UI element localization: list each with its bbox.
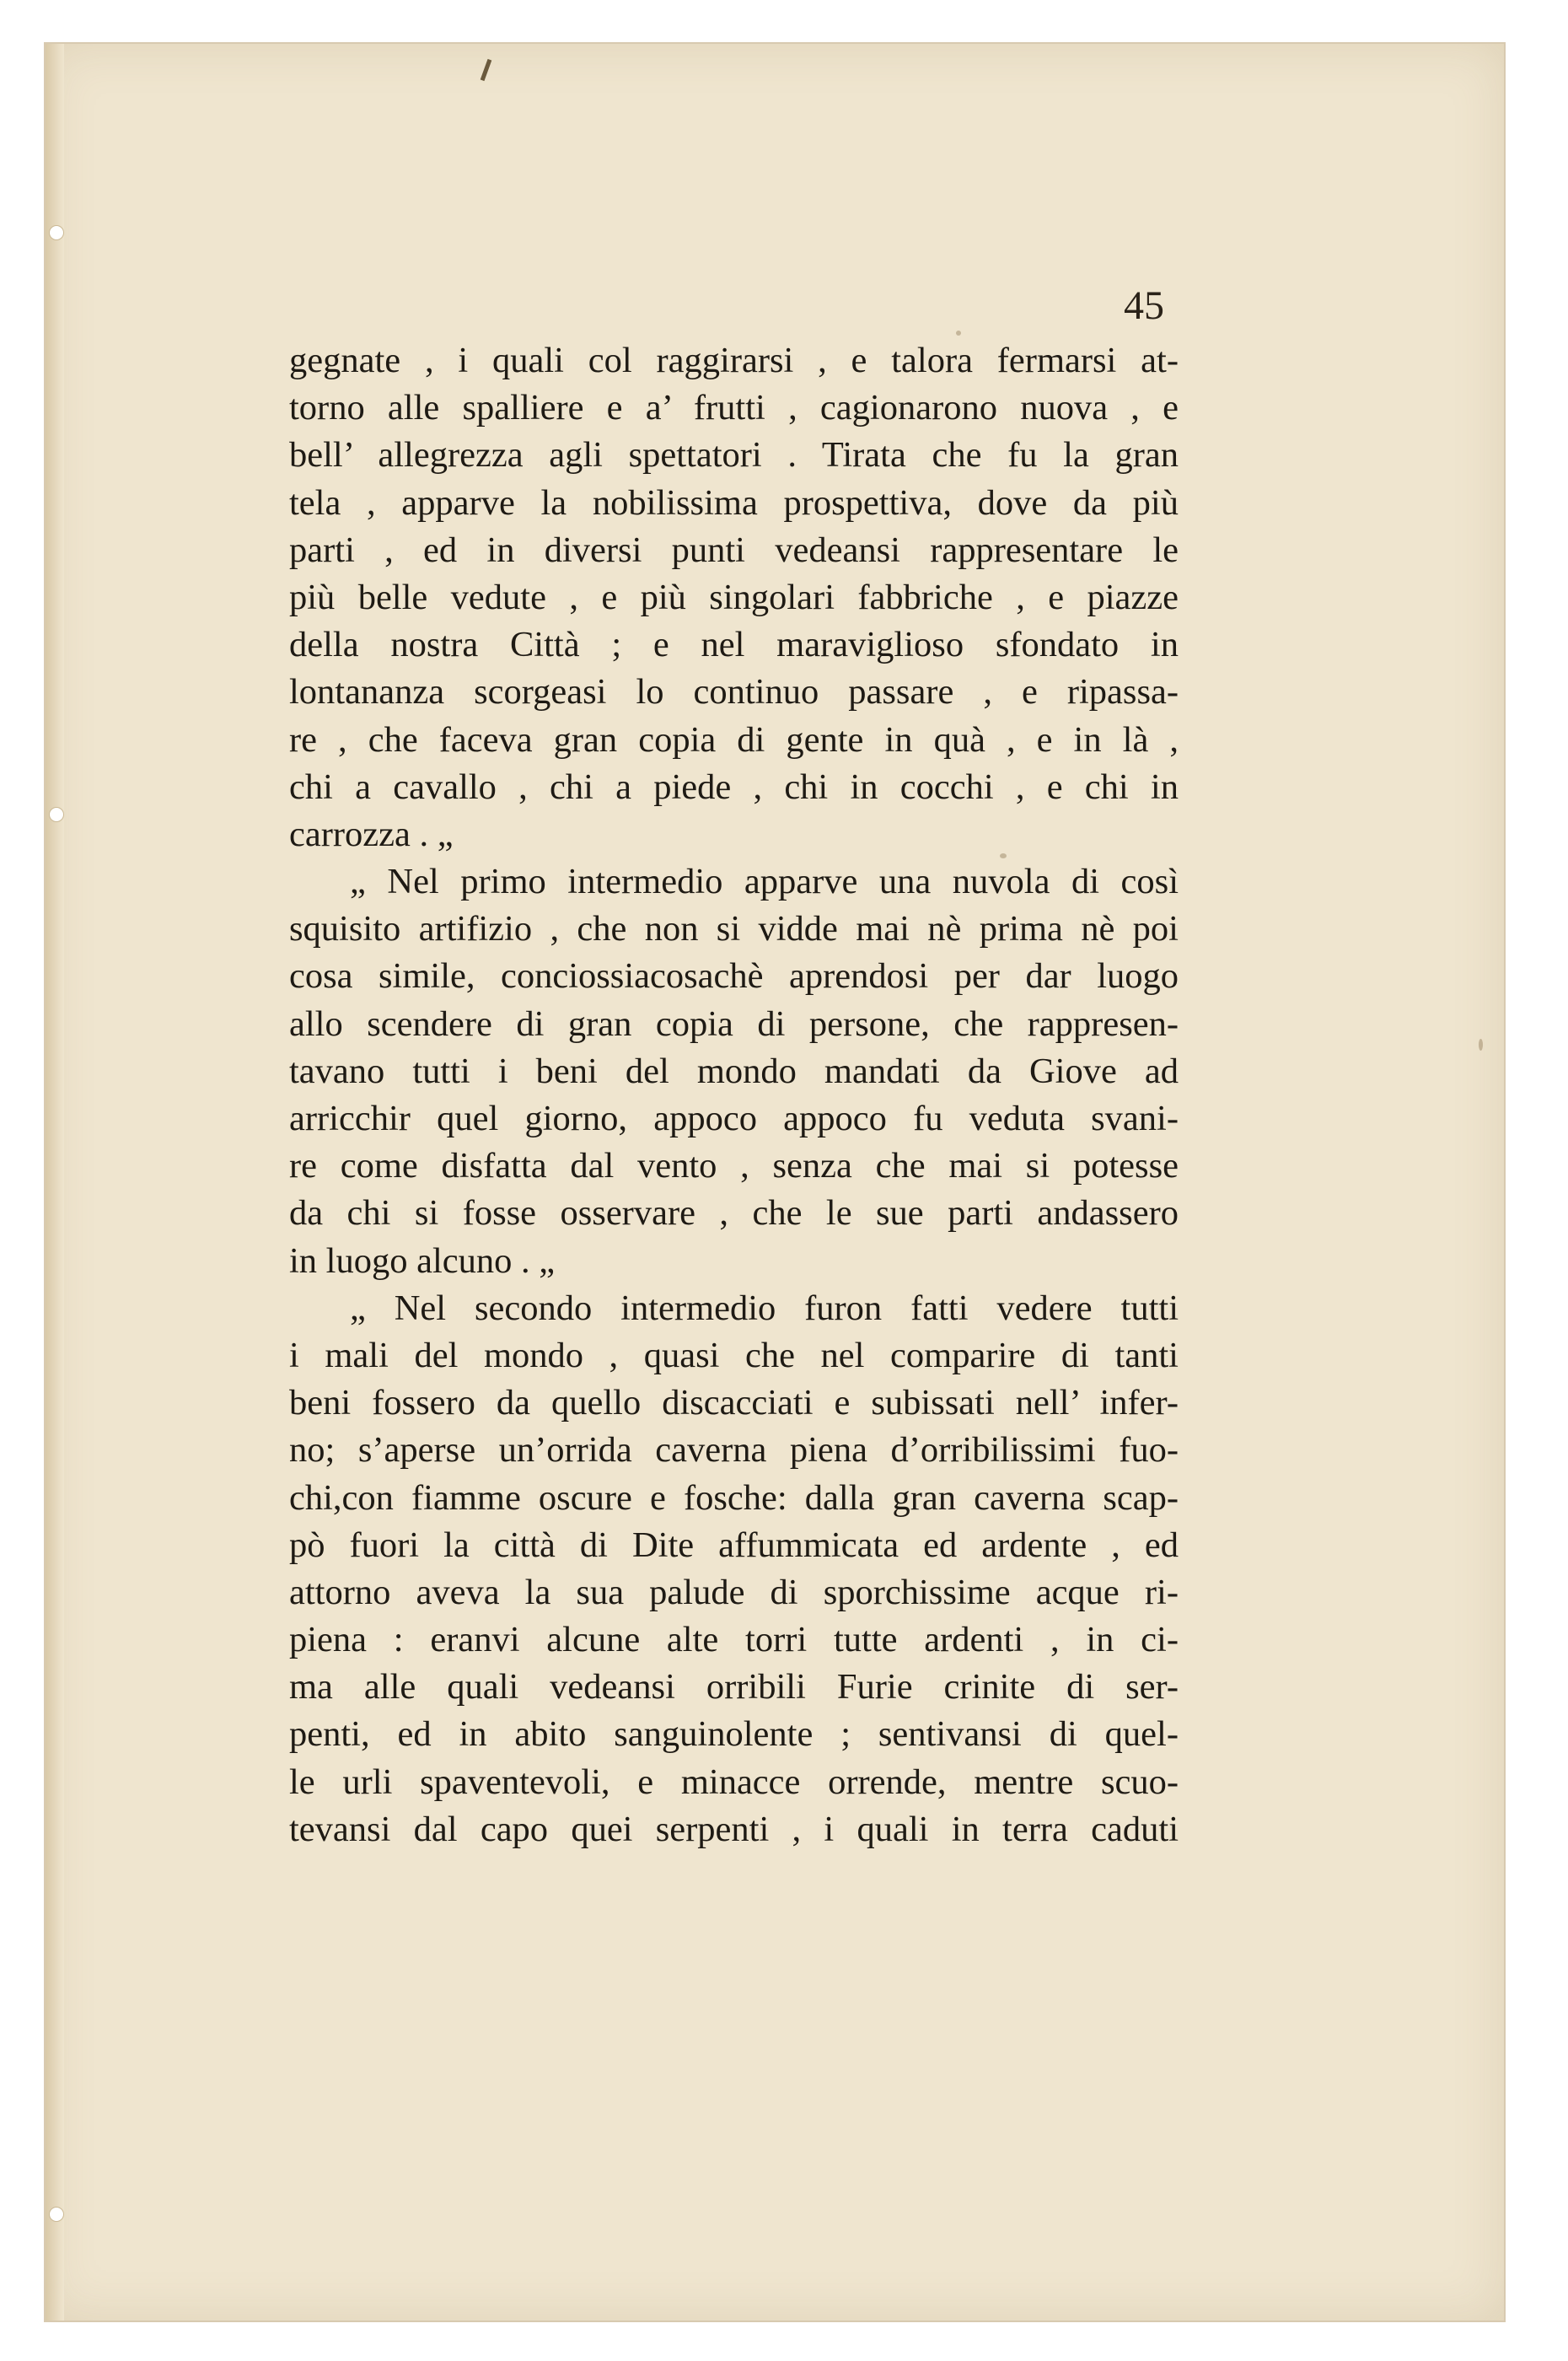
text-line: cosa simile, conciossiacosachè aprendosi per dar luogo	[289, 956, 1179, 997]
text-line: tela , apparve la nobilissima prospettiva, dove da più	[289, 482, 1179, 523]
text-line: carrozza . „	[289, 814, 454, 854]
text-line: più belle vedute , e più singolari fabbriche , e piazze	[289, 577, 1179, 617]
text-line: tevansi dal capo quei serpenti , i quali in terra caduti	[289, 1809, 1179, 1849]
page-number: 45	[1124, 283, 1164, 328]
text-line: pò fuori la città di Dite affummicata ed ardente , ed	[289, 1525, 1179, 1565]
binding-hole	[49, 807, 64, 822]
text-line: parti , ed in diversi punti vedeansi rappresentare le	[289, 530, 1179, 570]
text-line: piena : eranvi alcune alte torri tutte ardenti , in ci-	[289, 1620, 1179, 1660]
text-line: arricchir quel giorno, appoco appoco fu veduta svani-	[289, 1099, 1179, 1138]
binding-hole	[49, 2207, 64, 2222]
text-line: da chi si fosse osservare , che le sue parti andassero	[289, 1193, 1179, 1234]
text-line: chi,con fiamme oscure e fosche: dalla gran caverna scap-	[289, 1477, 1179, 1518]
text-line: in luogo alcuno . „	[289, 1240, 556, 1281]
text-line: „ Nel primo intermedio apparve una nuvola di così	[350, 862, 1179, 902]
text-line: torno alle spalliere e a’ frutti , cagionarono nuova , e	[289, 388, 1179, 428]
text-line: chi a cavallo , chi a piede , chi in cocchi , e chi in	[289, 766, 1179, 807]
text-line: penti, ed in abito sanguinolente ; sentivansi di quel-	[289, 1714, 1179, 1755]
text-line: tavano tutti i beni del mondo mandati da Giove ad	[289, 1051, 1179, 1091]
text-line: no; s’aperse un’orrida caverna piena d’orribilissimi fuo-	[289, 1430, 1179, 1471]
text-line: re , che faceva gran copia di gente in quà , e in là ,	[289, 719, 1179, 760]
binding-gutter	[46, 44, 64, 2321]
paper-speck	[956, 331, 961, 336]
text-line: „ Nel secondo intermedio furon fatti vedere tutti	[350, 1288, 1179, 1328]
text-line: attorno aveva la sua palude di sporchissime acque ri-	[289, 1572, 1179, 1612]
text-line: beni fossero da quello discacciati e subissati nell’ infer-	[289, 1383, 1179, 1423]
paper-speck	[1479, 1039, 1483, 1051]
binding-hole	[49, 225, 64, 240]
text-line: re come disfatta dal vento , senza che mai si potesse	[289, 1146, 1179, 1186]
text-line: le urli spaventevoli, e minacce orrende, mentre scuo-	[289, 1761, 1179, 1802]
text-line: della nostra Città ; e nel maraviglioso sfondato in	[289, 625, 1179, 665]
body-text	[289, 337, 1179, 1853]
text-line: allo scendere di gran copia di persone, che rappresen-	[289, 1003, 1179, 1044]
text-line: gegnate , i quali col raggirarsi , e talora fermarsi at-	[289, 341, 1179, 380]
text-line: squisito artifizio , che non si vidde mai nè prima nè poi	[289, 909, 1179, 949]
ink-mark	[481, 59, 492, 81]
text-line: lontananza scorgeasi lo continuo passare , e ripassa-	[289, 672, 1179, 713]
text-line: i mali del mondo , quasi che nel comparire di tanti	[289, 1335, 1179, 1375]
text-line: bell’ allegrezza agli spettatori . Tirata che fu la gran	[289, 435, 1179, 476]
text-line: ma alle quali vedeansi orribili Furie crinite di ser-	[289, 1667, 1179, 1708]
